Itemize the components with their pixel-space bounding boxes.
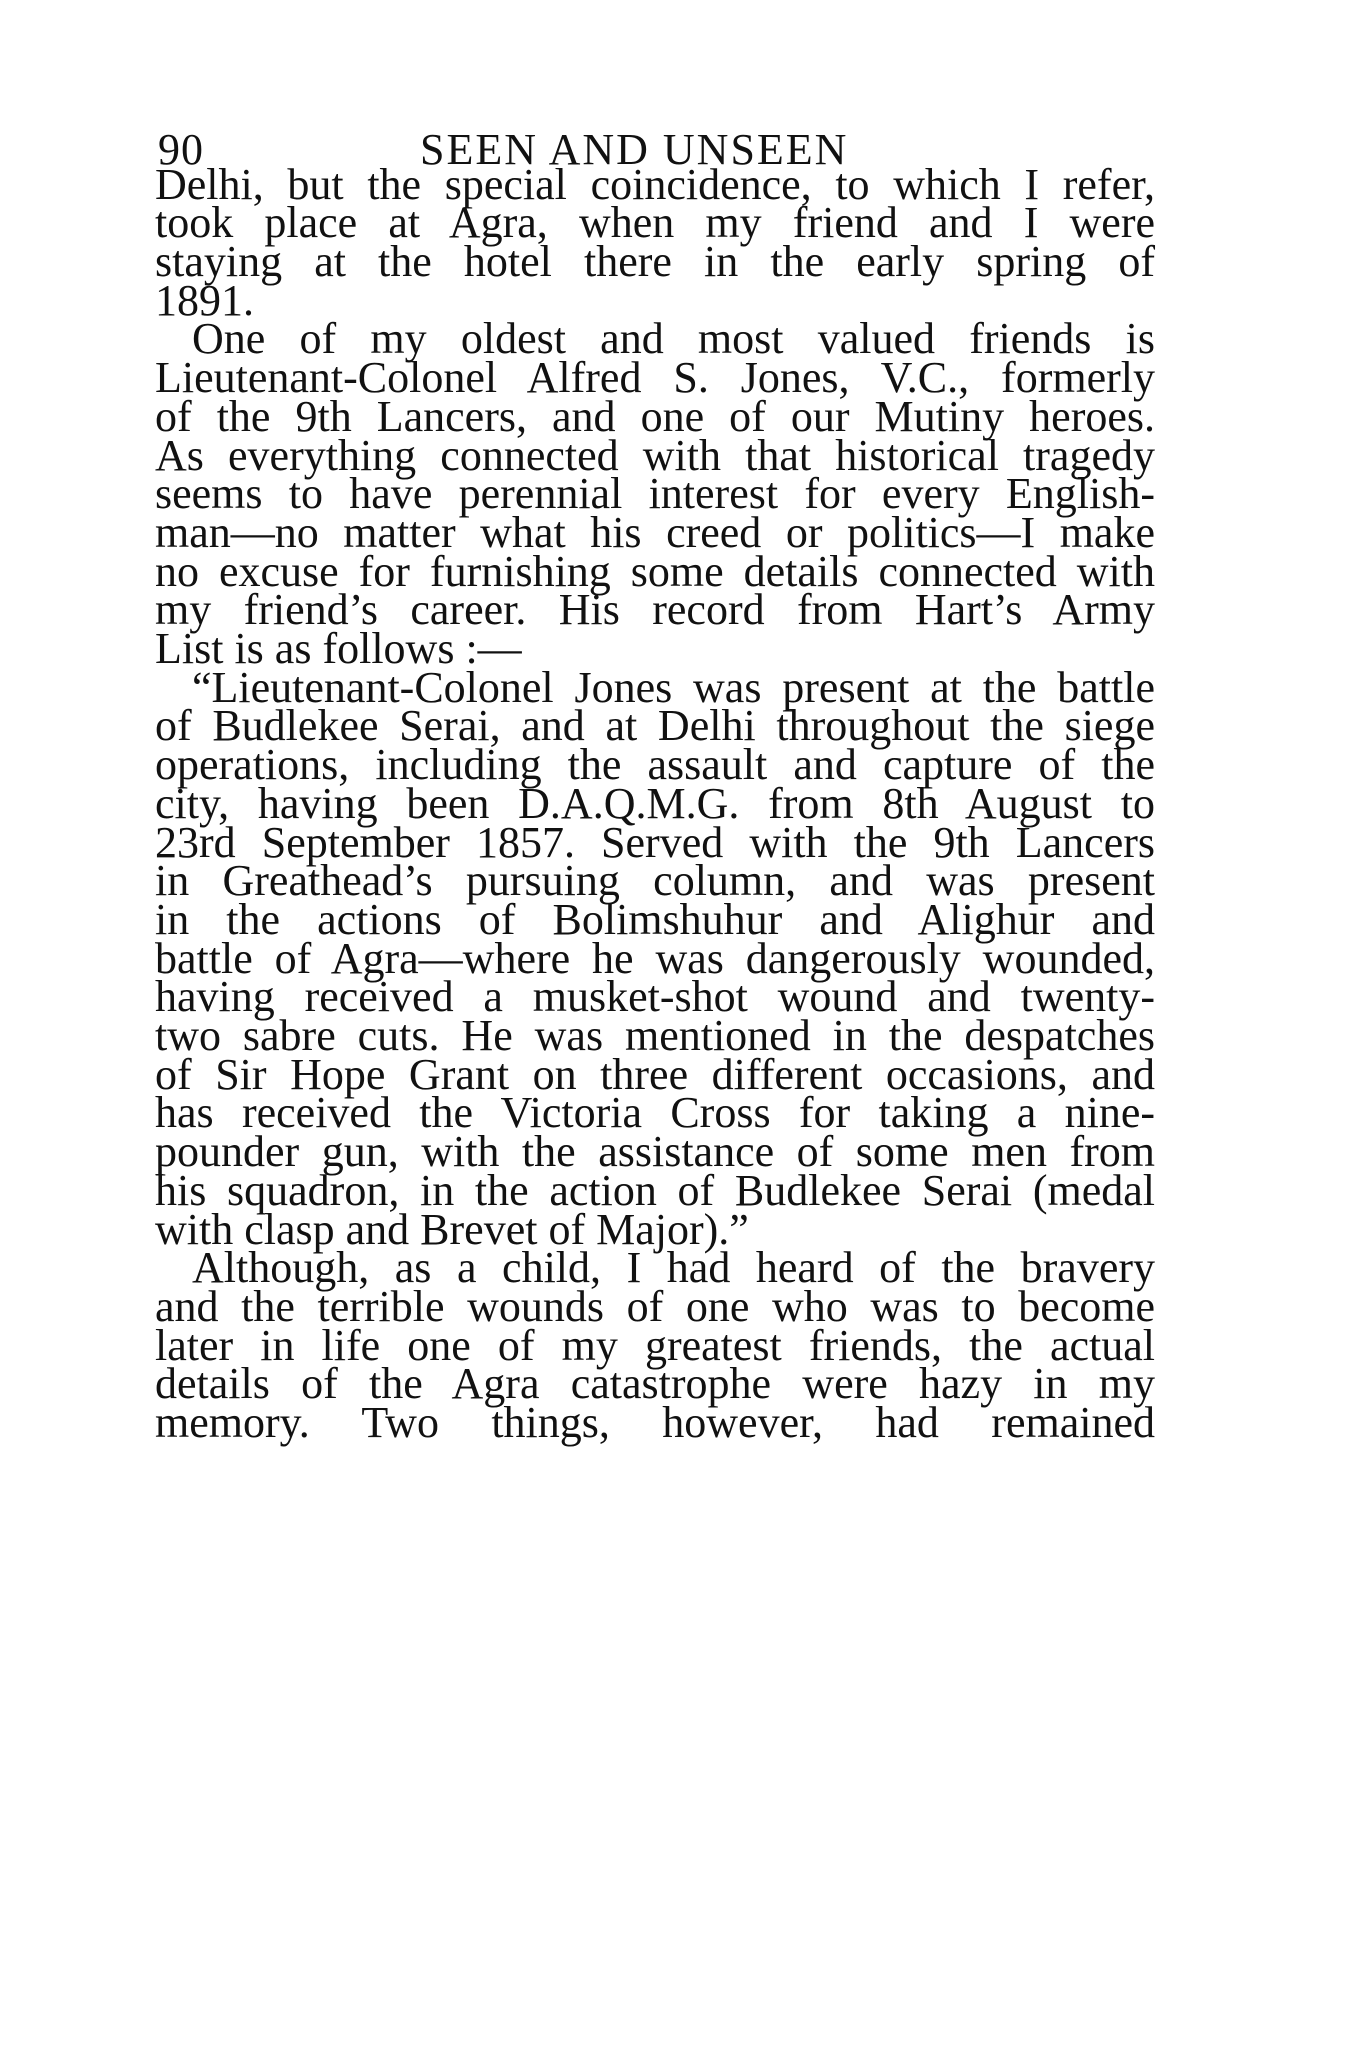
text-line: with clasp and Brevet of Major).” (155, 1205, 749, 1254)
text-line: List is as follows :— (155, 624, 522, 673)
text-line: city, having been D.A.Q.M.G. from 8th August to (155, 779, 1155, 828)
text-line: two sabre cuts. He was mentioned in the despatches (155, 1011, 1155, 1060)
text-line: staying at the hotel there in the early spring of (155, 237, 1155, 286)
text-line: Lieutenant-Colonel Alfred S. Jones, V.C., formerly (155, 353, 1155, 402)
text-line: battle of Agra—where he was dangerously wounded, (155, 934, 1155, 983)
text-line: operations, including the assault and capture of the (155, 740, 1155, 789)
text-line: later in life one of my greatest friends, the actual (155, 1321, 1155, 1370)
text-line: in the actions of Bolimshuhur and Alighur and (155, 895, 1155, 944)
text-line: in Greathead’s pursuing column, and was present (155, 856, 1155, 905)
text-line: seems to have perennial interest for every English- (155, 469, 1155, 518)
text-line: “Lieutenant-Colonel Jones was present at the battle (192, 663, 1155, 712)
text-line: took place at Agra, when my friend and I were (155, 198, 1155, 247)
text-line: his squadron, in the action of Budlekee Serai (medal (155, 1166, 1155, 1215)
text-line: having received a musket-shot wound and twenty- (155, 972, 1155, 1021)
text-line: details of the Agra catastrophe were hazy in my (155, 1359, 1155, 1408)
text-line: One of my oldest and most valued friends is (192, 314, 1155, 363)
text-line: memory. Two things, however, had remained (155, 1398, 1155, 1447)
text-line: has received the Victoria Cross for taking a nine- (155, 1088, 1155, 1137)
text-line: As everything connected with that historical tragedy (155, 431, 1155, 480)
text-line: of Budlekee Serai, and at Delhi throughout the siege (155, 701, 1155, 750)
page-number: 90 (158, 125, 204, 174)
text-line: of Sir Hope Grant on three different occasions, and (155, 1050, 1155, 1099)
text-line: no excuse for furnishing some details connected with (155, 547, 1155, 596)
text-line: of the 9th Lancers, and one of our Mutiny heroes. (155, 392, 1155, 441)
running-title: SEEN AND UNSEEN (420, 125, 849, 174)
text-line: pounder gun, with the assistance of some men from (155, 1127, 1155, 1176)
text-line: 1891. (155, 276, 254, 325)
text-line: 23rd September 1857. Served with the 9th Lancers (155, 818, 1155, 867)
text-line: Although, as a child, I had heard of the bravery (192, 1243, 1155, 1292)
text-line: man—no matter what his creed or politics—I make (155, 508, 1155, 557)
text-line: Delhi, but the special coincidence, to which I refer, (155, 160, 1155, 209)
text-line: and the terrible wounds of one who was to become (155, 1282, 1155, 1331)
text-line: my friend’s career. His record from Hart’s Army (155, 585, 1155, 634)
